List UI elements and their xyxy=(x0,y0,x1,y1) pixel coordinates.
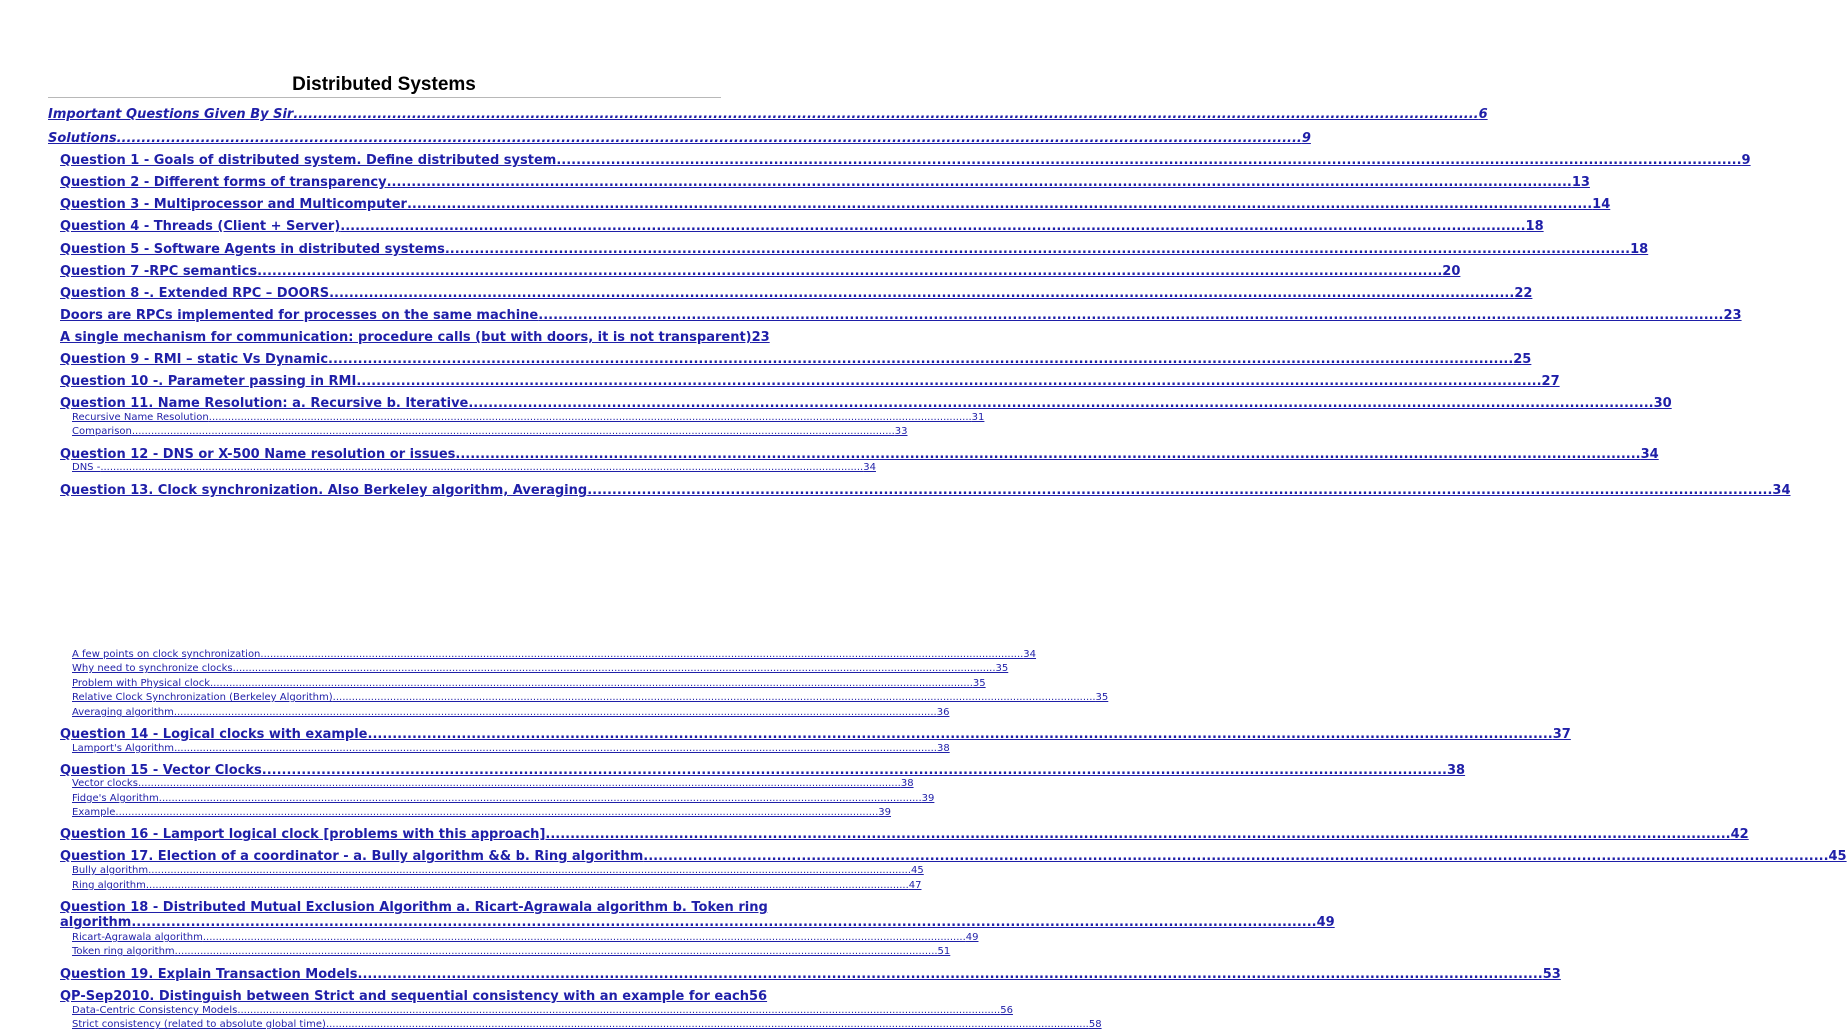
toc-leader-dots xyxy=(233,663,996,674)
toc-entry-level-2[interactable] xyxy=(60,447,1659,462)
toc-entry-level-3[interactable] xyxy=(72,946,951,957)
toc-entry-text: Question 2 - Different forms of transparency xyxy=(60,175,387,190)
toc-leader-dots xyxy=(455,447,1640,462)
toc-leader-dots xyxy=(468,396,1653,411)
toc-leader-dots xyxy=(329,286,1514,301)
toc-leader-dots xyxy=(148,865,911,876)
toc-leader-dots xyxy=(368,727,1553,742)
toc-page-number: 51 xyxy=(937,946,951,957)
toc-entry-text: Question 15 - Vector Clocks xyxy=(60,763,262,778)
toc-entry-level-2[interactable] xyxy=(60,352,1532,367)
toc-entry-level-3[interactable] xyxy=(72,807,892,818)
toc-leader-dots xyxy=(260,649,1023,660)
toc-page-number: 6 xyxy=(1478,107,1488,122)
title-divider xyxy=(48,97,721,98)
toc-entry-level-2[interactable] xyxy=(60,374,1560,389)
toc-entry-text: Fidge's Algorithm xyxy=(72,793,159,804)
toc-page-number: 39 xyxy=(878,807,892,818)
toc-entry-level-2[interactable] xyxy=(60,396,1672,411)
toc-leader-dots xyxy=(262,763,1447,778)
toc-entry-text: Averaging algorithm xyxy=(72,707,174,718)
toc-entry-text: Question 9 - RMI – static Vs Dynamic xyxy=(60,352,329,367)
toc-entry-level-3[interactable] xyxy=(72,462,876,473)
toc-page-number: 23 xyxy=(751,330,770,345)
toc-leader-dots xyxy=(356,374,1541,389)
toc-entry-text: Question 7 -RPC semantics xyxy=(60,264,258,279)
toc-leader-dots xyxy=(643,849,1828,864)
toc-entry-level-3[interactable] xyxy=(72,793,935,804)
document-title: Distributed Systems xyxy=(292,74,476,95)
toc-entry-level-3[interactable] xyxy=(72,880,922,891)
toc-entry-text: Relative Clock Synchronization (Berkeley Algorithm) xyxy=(72,692,333,703)
toc-entry-level-2[interactable] xyxy=(60,330,770,345)
toc-page-number: 18 xyxy=(1630,242,1649,257)
toc-entry-text: Question 12 - DNS or X-500 Name resolution or issues xyxy=(60,447,456,462)
toc-leader-dots xyxy=(100,462,863,473)
toc-entry-text: QP-Sep2010. Distinguish between Strict and sequential consistency with an example for each xyxy=(60,989,749,1004)
toc-leader-dots xyxy=(210,678,973,689)
toc-leader-dots xyxy=(328,352,1513,367)
toc-page-number: 33 xyxy=(894,426,908,437)
toc-leader-dots xyxy=(556,153,1741,168)
toc-leader-dots xyxy=(407,197,1592,212)
toc-entry-level-2[interactable] xyxy=(60,967,1561,982)
toc-entry-level-3[interactable] xyxy=(72,692,1109,703)
toc-entry-text: Question 18 - Distributed Mutual Exclusion Algorithm a. Ricart-Agrawala algorithm b. Token ring xyxy=(60,900,768,915)
toc-entry-text-continued: algorithm xyxy=(60,915,132,930)
toc-entry-text: Question 11. Name Resolution: a. Recursive b. Iterative xyxy=(60,396,469,411)
toc-leader-dots xyxy=(545,827,1730,842)
toc-page-number: 14 xyxy=(1592,197,1611,212)
toc-leader-dots xyxy=(174,743,937,754)
toc-leader-dots xyxy=(237,1005,1000,1016)
toc-entry-level-2[interactable] xyxy=(60,197,1611,212)
toc-page-number: 58 xyxy=(1088,1019,1102,1030)
toc-page-number: 37 xyxy=(1552,727,1571,742)
toc-leader-dots xyxy=(203,932,966,943)
toc-leader-dots xyxy=(209,412,972,423)
toc-entry-text: Example xyxy=(72,807,116,818)
toc-entry-text: Question 4 - Threads (Client + Server) xyxy=(60,219,341,234)
toc-entry-text: Question 1 - Goals of distributed system. Define distributed system xyxy=(60,153,557,168)
toc-page-number: 49 xyxy=(965,932,979,943)
toc-entry-text: Solutions xyxy=(48,131,117,146)
toc-leader-dots xyxy=(445,242,1630,257)
toc-entry-level-3[interactable] xyxy=(72,649,1037,660)
toc-entry-level-3[interactable] xyxy=(72,932,979,943)
toc-page-number: 9 xyxy=(1301,131,1311,146)
toc-entry-text: Question 5 - Software Agents in distributed systems xyxy=(60,242,445,257)
toc-page-number: 31 xyxy=(971,412,985,423)
toc-page-number: 47 xyxy=(908,880,922,891)
toc-leader-dots xyxy=(333,692,1096,703)
toc-page-number: 39 xyxy=(921,793,935,804)
toc-entry-text: Ricart-Agrawala algorithm xyxy=(72,932,203,943)
toc-leader-dots xyxy=(117,131,1302,146)
toc-entry-level-3[interactable] xyxy=(72,1019,1102,1030)
toc-entry-level-3[interactable] xyxy=(72,865,924,876)
toc-entry-level-2[interactable] xyxy=(60,219,1544,234)
toc-page-number: 56 xyxy=(1000,1005,1013,1016)
toc-entry-text: Question 10 -. Parameter passing in RMI xyxy=(60,374,357,389)
toc-entry-text: Doors are RPCs implemented for processes on the same machine xyxy=(60,308,539,323)
toc-entry-level-3[interactable] xyxy=(72,412,985,423)
toc-page-number: 38 xyxy=(900,778,914,789)
toc-entry-level-2[interactable] xyxy=(60,727,1571,742)
toc-leader-dots xyxy=(293,107,1478,122)
toc-entry-text: Data-Centric Consistency Models xyxy=(72,1005,238,1016)
toc-entry-level-2[interactable] xyxy=(60,264,1461,279)
toc-page-number: 45 xyxy=(911,865,924,876)
toc-page-number: 38 xyxy=(936,743,950,754)
toc-entry-level-3[interactable] xyxy=(72,678,986,689)
toc-entry-text: Question 14 - Logical clocks with example xyxy=(60,727,368,742)
toc-leader-dots xyxy=(175,946,938,957)
toc-entry-level-2[interactable] xyxy=(60,827,1749,842)
toc-page-number: 18 xyxy=(1525,219,1544,234)
toc-entry-level-2[interactable] xyxy=(60,242,1649,257)
toc-leader-dots xyxy=(326,1019,1089,1030)
toc-page-number: 35 xyxy=(995,663,1009,674)
toc-entry-level-3[interactable] xyxy=(72,1005,1013,1016)
toc-leader-dots xyxy=(587,483,1772,498)
toc-entry-text: Recursive Name Resolution xyxy=(72,412,209,423)
toc-entry-text: Question 17. Election of a coordinator - a. Bully algorithm && b. Ring algorithm xyxy=(60,849,644,864)
toc-entry-text: Question 8 -. Extended RPC – DOORS xyxy=(60,286,330,301)
toc-leader-dots xyxy=(132,426,895,437)
toc-entry-text: Question 16 - Lamport logical clock [problems with this approach] xyxy=(60,827,546,842)
toc-leader-dots xyxy=(131,915,1316,930)
toc-page-number: 25 xyxy=(1513,352,1532,367)
toc-entry-level-3[interactable] xyxy=(72,743,950,754)
toc-entry-text: Question 3 - Multiprocessor and Multicomputer xyxy=(60,197,407,212)
toc-entry-text: A single mechanism for communication: procedure calls (but with doors, it is not transparent) xyxy=(60,330,752,345)
toc-entry-text: Why need to synchronize clocks xyxy=(72,663,233,674)
toc-entry-text: Vector clocks xyxy=(72,778,138,789)
toc-leader-dots xyxy=(146,880,909,891)
toc-entry-level-2[interactable] xyxy=(60,763,1466,778)
toc-entry-level-2[interactable] xyxy=(60,175,1590,190)
toc-page-number: 34 xyxy=(863,462,876,473)
toc-entry-text: Ring algorithm xyxy=(72,880,146,891)
toc-page-number: 34 xyxy=(1640,447,1659,462)
toc-leader-dots xyxy=(387,175,1572,190)
toc-leader-dots xyxy=(358,967,1543,982)
toc-page-number: 35 xyxy=(972,678,986,689)
toc-entry-level-3[interactable] xyxy=(72,778,914,789)
toc-entry-level-2[interactable] xyxy=(60,153,1751,168)
toc-page-number: 36 xyxy=(936,707,950,718)
toc-page-number: 34 xyxy=(1023,649,1037,660)
toc-entry-level-1[interactable] xyxy=(48,107,1488,122)
toc-entry-level-3[interactable] xyxy=(72,663,1009,674)
toc-entry-text: Lamport's Algorithm xyxy=(72,743,175,754)
toc-page-number: 53 xyxy=(1542,967,1561,982)
toc-page-number: 30 xyxy=(1653,396,1672,411)
toc-page-number: 45 xyxy=(1828,849,1847,864)
toc-entry-text: A few points on clock synchronization xyxy=(72,649,261,660)
toc-leader-dots xyxy=(159,793,922,804)
toc-entry-question-18[interactable] xyxy=(60,900,1335,930)
toc-entry-text: Question 13. Clock synchronization. Also Berkeley algorithm, Averaging xyxy=(60,483,588,498)
toc-page-number: 22 xyxy=(1514,286,1533,301)
toc-page-number: 23 xyxy=(1723,308,1742,323)
toc-entry-text: Problem with Physical clock xyxy=(72,678,210,689)
toc-page-number: 27 xyxy=(1541,374,1560,389)
toc-page-number: 42 xyxy=(1730,827,1749,842)
toc-leader-dots xyxy=(340,219,1525,234)
toc-page-number: 56 xyxy=(748,989,768,1004)
toc-entry-text: Important Questions Given By Sir xyxy=(48,107,294,122)
toc-page-number: 38 xyxy=(1447,763,1466,778)
toc-entry-level-2[interactable] xyxy=(60,849,1847,864)
toc-leader-dots xyxy=(174,707,937,718)
toc-leader-dots xyxy=(138,778,901,789)
toc-entry-text: Bully algorithm xyxy=(72,865,149,876)
toc-entry-level-2[interactable] xyxy=(60,286,1533,301)
toc-page-number: 13 xyxy=(1571,175,1590,190)
toc-entry-text: Question 19. Explain Transaction Models xyxy=(60,967,358,982)
toc-leader-dots xyxy=(115,807,878,818)
toc-leader-dots xyxy=(538,308,1723,323)
toc-page-number: 20 xyxy=(1442,264,1461,279)
toc-page-number: 49 xyxy=(1316,915,1335,930)
toc-page-number: 9 xyxy=(1741,153,1751,168)
toc-entry-level-3[interactable] xyxy=(72,707,950,718)
toc-leader-dots xyxy=(257,264,1442,279)
toc-entry-level-3[interactable] xyxy=(72,426,908,437)
toc-entry-text: Comparison xyxy=(72,426,132,437)
toc-entry-text: Strict consistency (related to absolute global time) xyxy=(72,1019,326,1030)
toc-page-number: 35 xyxy=(1095,692,1109,703)
toc-entry-level-2[interactable] xyxy=(60,989,768,1004)
toc-entry-level-1[interactable] xyxy=(48,131,1311,146)
toc-entry-text: DNS - xyxy=(72,462,101,473)
toc-entry-text: Token ring algorithm xyxy=(72,946,175,957)
toc-entry-level-2[interactable] xyxy=(60,483,1791,498)
toc-page-number: 34 xyxy=(1772,483,1791,498)
toc-entry-level-2[interactable] xyxy=(60,308,1742,323)
